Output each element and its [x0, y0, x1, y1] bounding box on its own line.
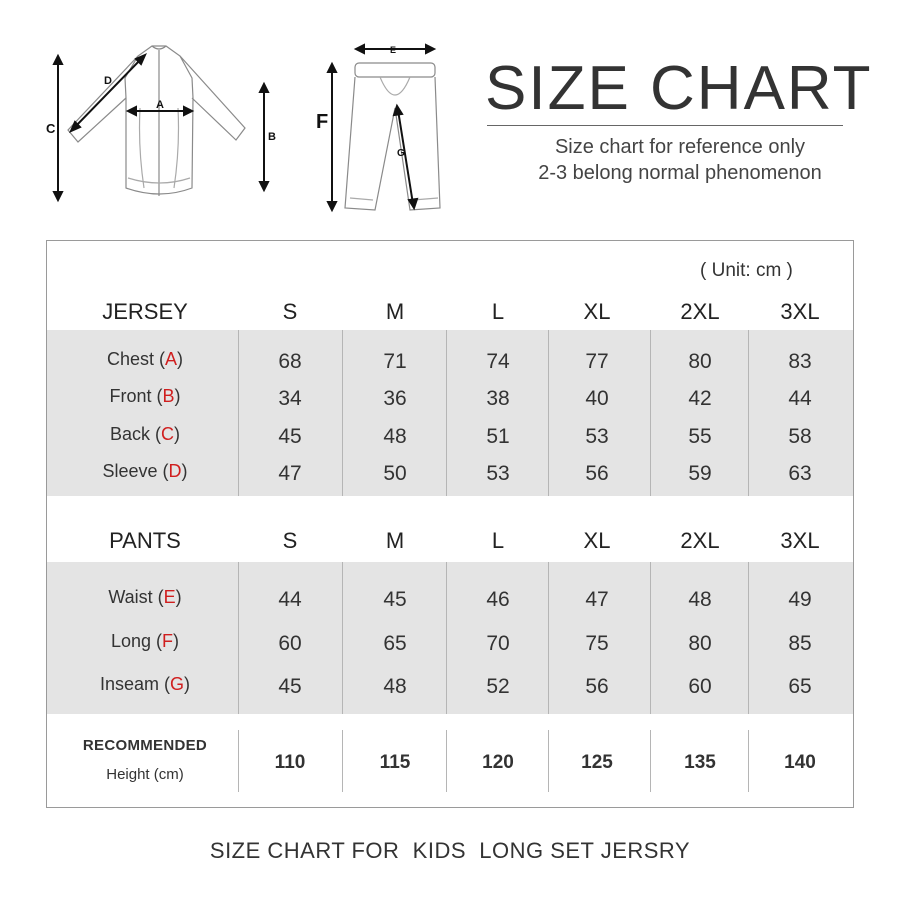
jersey-value-cell: 36 — [383, 387, 407, 410]
measure-close-paren: ) — [184, 674, 191, 694]
column-divider — [446, 330, 447, 496]
pants-value-cell: 48 — [383, 675, 407, 698]
column-divider — [650, 330, 651, 496]
measure-key-letter: F — [162, 631, 174, 651]
jersey-value-cell: 77 — [585, 350, 609, 373]
pants-value-cell: 48 — [688, 588, 712, 611]
jersey-value-cell: 44 — [788, 387, 812, 410]
jersey-size-header: XL — [583, 299, 611, 324]
jersey-value-cell: 34 — [278, 387, 302, 410]
column-divider — [342, 730, 343, 792]
pants-value-cell: 70 — [486, 632, 510, 655]
jersey-value-cell: 83 — [788, 350, 812, 373]
jersey-label-b: B — [268, 131, 276, 143]
jersey-row-label — [55, 461, 235, 482]
measure-name: Chest ( — [106, 349, 165, 369]
pants-value-cell: 65 — [383, 632, 407, 655]
jersey-label-d: D — [104, 75, 112, 87]
jersey-value-cell: 55 — [688, 425, 712, 448]
column-divider — [748, 330, 749, 496]
column-divider — [238, 730, 239, 792]
pants-row-label — [55, 587, 235, 608]
pants-value-cell: 85 — [788, 632, 812, 655]
pants-label-g: G — [397, 148, 405, 159]
pants-value-cell: 80 — [688, 632, 712, 655]
jersey-value-cell: 74 — [486, 350, 510, 373]
jersey-value-cell: 51 — [486, 425, 510, 448]
jersey-size-header: 2XL — [680, 299, 720, 324]
pants-value-cell: 60 — [278, 632, 302, 655]
jersey-heading: JERSEY — [102, 299, 188, 324]
pants-size-header: 2XL — [680, 528, 720, 553]
jersey-row-label — [55, 424, 235, 445]
jersey-value-cell: 53 — [486, 462, 510, 485]
subtitle-reference: Size chart for reference only — [554, 136, 806, 158]
jersey-value-cell: 47 — [278, 462, 302, 485]
pants-value-cell: 45 — [383, 588, 407, 611]
pants-value-cell: 75 — [585, 632, 609, 655]
measure-close-paren: ) — [174, 386, 181, 406]
measure-name: Waist ( — [108, 587, 164, 607]
jersey-value-cell: 80 — [688, 350, 712, 373]
measure-name: Front ( — [109, 386, 163, 406]
recommended-height-cell: 140 — [784, 752, 816, 773]
recommended-label: RECOMMENDED — [82, 737, 208, 754]
jersey-label-a: A — [156, 99, 164, 111]
pants-value-cell: 44 — [278, 588, 302, 611]
measure-key-letter: G — [170, 674, 185, 694]
pants-size-header: 3XL — [780, 528, 820, 553]
measure-name: Sleeve ( — [102, 461, 169, 481]
jersey-value-cell: 68 — [278, 350, 302, 373]
page-title: SIZE CHART — [485, 54, 873, 123]
pants-value-cell: 49 — [788, 588, 812, 611]
recommended-height-cell: 120 — [482, 752, 514, 773]
jersey-value-cell: 71 — [383, 350, 407, 373]
column-divider — [342, 562, 343, 714]
recommended-height-cell: 135 — [684, 752, 716, 773]
pants-heading: PANTS — [109, 528, 181, 553]
jersey-size-header: S — [282, 299, 298, 324]
pants-row-label — [55, 674, 235, 695]
recommended-height-cell: 110 — [274, 752, 306, 773]
pants-value-cell: 52 — [486, 675, 510, 698]
footer-caption: SIZE CHART FOR KIDS LONG SET JERSRY — [209, 838, 691, 863]
pants-size-header: S — [282, 528, 298, 553]
column-divider — [650, 562, 651, 714]
pants-label-f: F — [316, 111, 329, 133]
pants-row-label — [55, 631, 235, 652]
jersey-size-header: 3XL — [780, 299, 820, 324]
column-divider — [748, 562, 749, 714]
pants-value-cell: 47 — [585, 588, 609, 611]
measure-key-letter: B — [162, 386, 175, 406]
jersey-value-cell: 53 — [585, 425, 609, 448]
jersey-value-cell: 45 — [278, 425, 302, 448]
pants-value-cell: 46 — [486, 588, 510, 611]
title-divider — [487, 125, 843, 126]
measure-close-paren: ) — [175, 587, 182, 607]
pants-value-cell: 56 — [585, 675, 609, 698]
pants-value-cell: 65 — [788, 675, 812, 698]
pants-value-cell: 60 — [688, 675, 712, 698]
measure-key-letter: C — [161, 424, 174, 444]
jersey-label-c: C — [46, 121, 56, 136]
pants-size-header: M — [385, 528, 405, 553]
jersey-value-cell: 59 — [688, 462, 712, 485]
measure-close-paren: ) — [173, 631, 180, 651]
measure-name: Long ( — [110, 631, 163, 651]
column-divider — [446, 730, 447, 792]
height-label: Height (cm) — [106, 766, 184, 783]
pants-diagram — [310, 38, 460, 218]
jersey-value-cell: 56 — [585, 462, 609, 485]
jersey-value-cell: 38 — [486, 387, 510, 410]
measure-key-letter: E — [163, 587, 176, 607]
measure-key-letter: D — [168, 461, 182, 481]
column-divider — [238, 562, 239, 714]
pants-size-header: L — [491, 528, 505, 553]
jersey-size-header: L — [491, 299, 505, 324]
jersey-value-cell: 50 — [383, 462, 407, 485]
pants-size-header: XL — [583, 528, 611, 553]
jersey-row-label — [55, 349, 235, 370]
column-divider — [446, 562, 447, 714]
column-divider — [238, 330, 239, 496]
subtitle-phenomenon: 2-3 belong normal phenomenon — [538, 162, 822, 184]
unit-label: ( Unit: cm ) — [700, 260, 793, 281]
recommended-height-cell: 125 — [581, 752, 613, 773]
jersey-row-label — [55, 386, 235, 407]
measure-key-letter: A — [165, 349, 178, 369]
measure-close-paren: ) — [177, 349, 184, 369]
measure-name: Back ( — [109, 424, 161, 444]
jersey-value-cell: 42 — [688, 387, 712, 410]
measure-close-paren: ) — [174, 424, 180, 444]
column-divider — [748, 730, 749, 792]
pants-value-cell: 45 — [278, 675, 302, 698]
pants-label-e: E — [390, 45, 397, 55]
measure-close-paren: ) — [181, 461, 188, 481]
size-table-frame — [46, 240, 854, 808]
column-divider — [650, 730, 651, 792]
jersey-value-cell: 58 — [788, 425, 812, 448]
jersey-value-cell: 40 — [585, 387, 609, 410]
measure-name: Inseam ( — [99, 674, 170, 694]
column-divider — [342, 330, 343, 496]
recommended-height-cell: 115 — [379, 752, 411, 773]
jersey-value-cell: 63 — [788, 462, 812, 485]
jersey-size-header: M — [385, 299, 405, 324]
jersey-value-cell: 48 — [383, 425, 407, 448]
jersey-diagram — [40, 38, 290, 213]
